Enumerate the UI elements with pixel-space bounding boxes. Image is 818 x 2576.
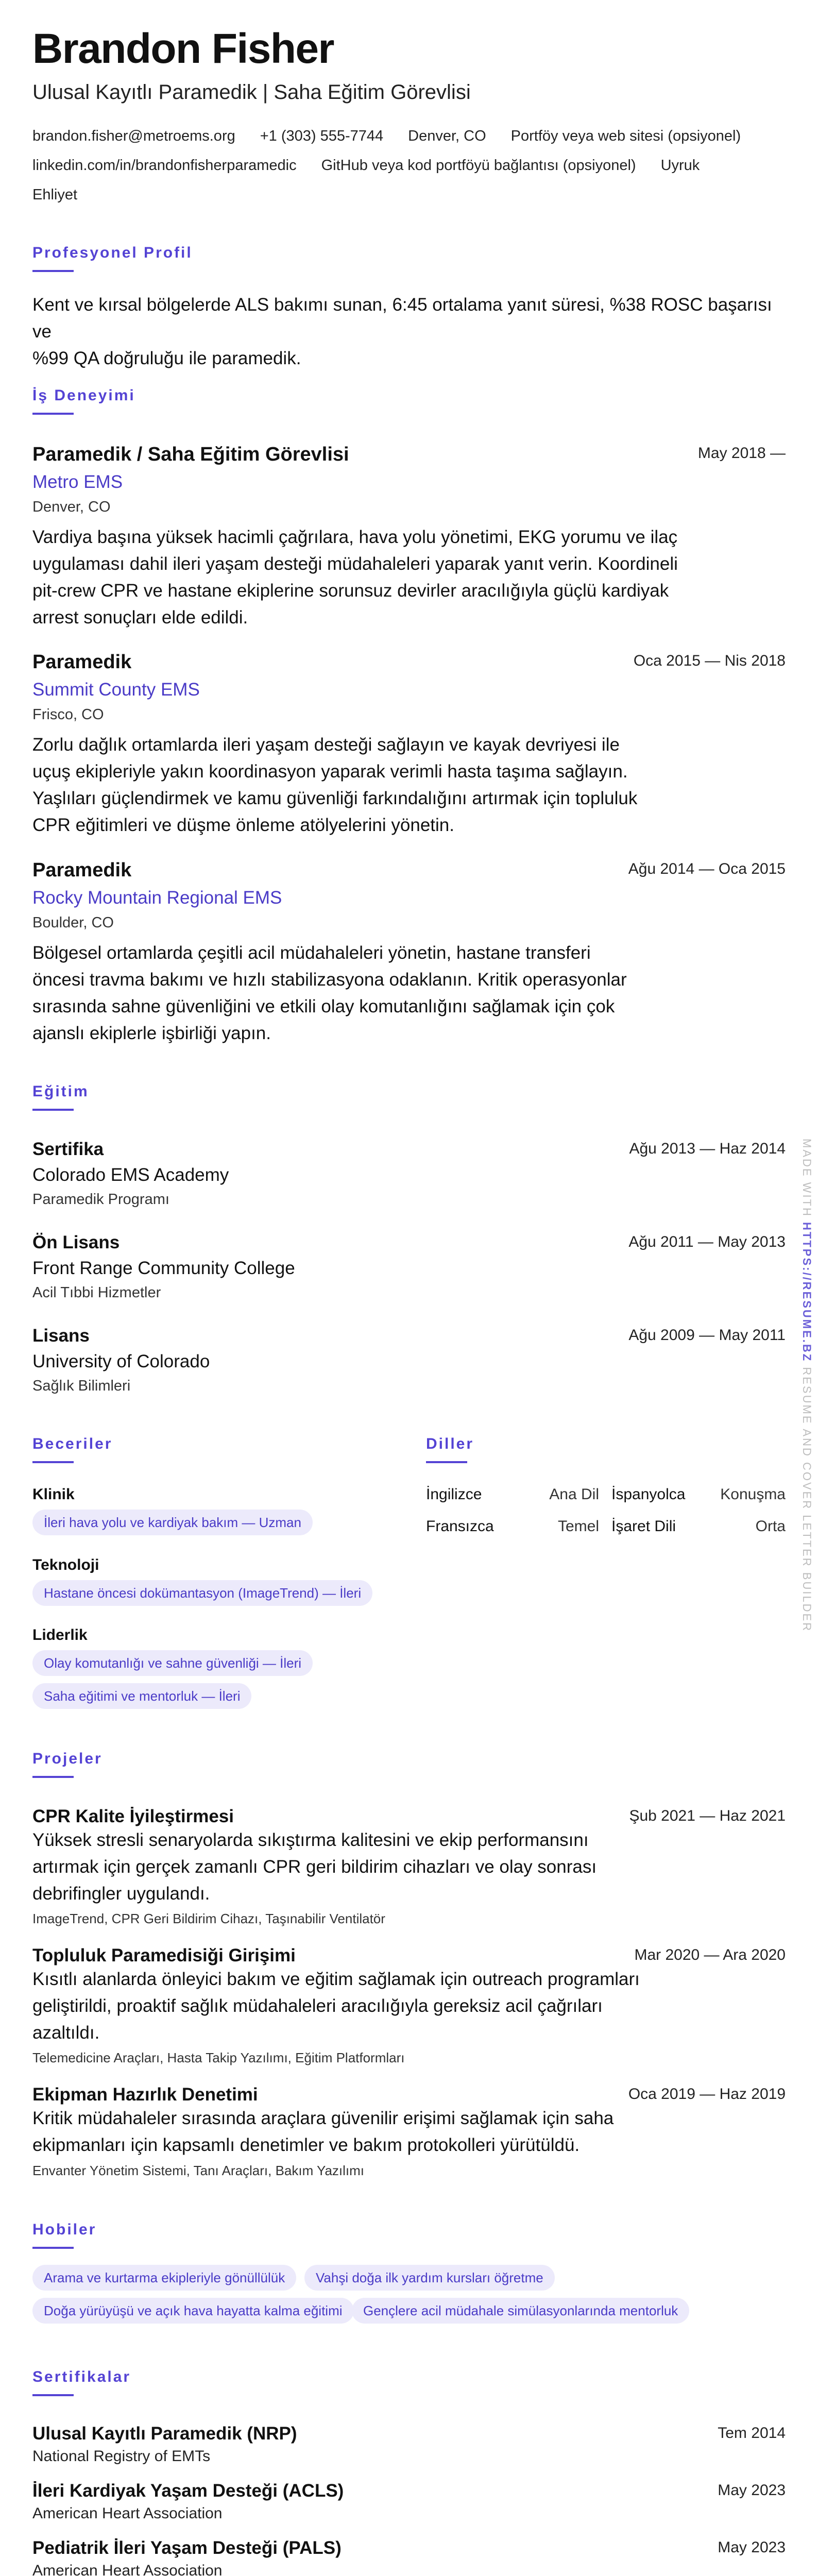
experience-role: Paramedik [32,859,132,881]
project-name: Ekipman Hazırlık Denetimi [32,2084,258,2105]
description-line: sırasında sahne güvenliğini ve etkili olay komutanlığını sağlamak için çok [32,996,615,1016]
experience-company: Rocky Mountain Regional EMS [32,888,282,908]
candidate-name: Brandon Fisher [32,25,334,72]
certification-name: Pediatrik İleri Yaşam Desteği (PALS) [32,2538,342,2558]
hobby-chip: Gençlere acil müdahale simülasyonlarında mentorluk [352,2298,689,2324]
experience-date: May 2018 — [697,445,786,462]
description-line: Yüksek stresli senaryolarda sıkıştırma kalitesini ve ekip performansını [32,1830,589,1850]
skill-category: Teknoloji [32,1556,99,1573]
education-school: Colorado EMS Academy [32,1165,229,1185]
skill-category: Liderlik [32,1626,88,1643]
certifications-section-title: Sertifikalar [32,2368,131,2385]
hobbies-section-title: Hobiler [32,2221,97,2238]
language-name: İşaret Dili [611,1518,676,1535]
certification-date: May 2023 [718,2539,786,2556]
experience-date: Oca 2015 — Nis 2018 [633,652,786,669]
description-line: öncesi travma bakımı ve hızlı stabilizasyona odaklanın. Kritik operasyonlar [32,970,627,990]
builder-watermark [800,1139,817,1633]
description-line: artırmak için gerçek zamanlı CPR geri bildirim cihazları ve olay sonrası [32,1857,597,1877]
description-line: Yaşlıları güçlendirmek ve kamu güvenliği farkındalığını artırmak için topluluk [32,788,638,808]
watermark-suffix: RESUME AND COVER LETTER BUILDER [800,1367,813,1633]
education-date: Ağu 2013 — Haz 2014 [629,1140,786,1157]
project-tools: ImageTrend, CPR Geri Bildirim Cihazı, Taşınabilir Ventilatör [32,1911,385,1926]
contact-phone[interactable]: +1 (303) 555-7744 [260,128,384,144]
description-line: arrest sonuçları elde edildi. [32,607,248,628]
education-date: Ağu 2009 — May 2011 [628,1327,786,1344]
profile-line: Kent ve kırsal bölgelerde ALS bakımı sunan, 6:45 ortalama yanıt süresi, %38 ROSC başarısı ve [32,295,772,342]
skills-section-rule [32,1461,74,1463]
projects-section-rule [32,1776,74,1778]
candidate-headline: Ulusal Kayıtlı Paramedik | Saha Eğitim Görevlisi [32,81,471,104]
skill-chip: İleri hava yolu ve kardiyak bakım — Uzman [32,1510,313,1535]
languages-section-rule [426,1461,467,1463]
education-school: University of Colorado [32,1351,210,1371]
skill-chip: Saha eğitimi ve mentorluk — İleri [32,1683,251,1709]
contact-nationality: Uyruk [660,157,700,174]
experience-location: Frisco, CO [32,706,104,723]
description-line: Kısıtlı alanlarda önleyici bakım ve eğitim sağlamak için outreach programları [32,1969,640,1989]
experience-section-rule [32,413,74,415]
certification-name: Ulusal Kayıtlı Paramedik (NRP) [32,2424,297,2444]
hobby-chip: Vahşi doğa ilk yardım kursları öğretme [304,2265,555,2291]
profile-line: %99 QA doğruluğu ile paramedik. [32,348,301,368]
language-level: Ana Dil [549,1486,599,1503]
contact-email[interactable]: brandon.fisher@metroems.org [32,128,235,144]
certification-issuer: National Registry of EMTs [32,2448,211,2465]
profile-summary [32,292,786,372]
language-name: İspanyolca [611,1486,686,1503]
project-tools: Envanter Yönetim Sistemi, Tanı Araçları, Bakım Yazılımı [32,2163,365,2178]
project-date: Şub 2021 — Haz 2021 [629,1807,786,1824]
project-date: Mar 2020 — Ara 2020 [634,1946,786,1963]
watermark-link[interactable]: HTTPS://RESUME.BZ [800,1222,813,1363]
description-line: pit-crew CPR ve hastane ekiplerine sorunsuz devirler aracılığıyla güçlü kardiyak [32,581,669,601]
description-line: Vardiya başına yüksek hacimli çağrılara, hava yolu yönetimi, EKG yorumu ve ilaç [32,527,678,547]
description-line: uygulaması dahil ileri yaşam desteği müdahaleleri yaparak yanıt verin. Koordineli [32,554,678,574]
certification-issuer: American Heart Association [32,2505,223,2522]
experience-description [32,732,637,839]
skill-chip: Olay komutanlığı ve sahne güvenliği — İleri [32,1650,313,1676]
projects-section-title: Projeler [32,1750,103,1767]
education-field: Acil Tıbbi Hizmetler [32,1284,161,1301]
experience-date: Ağu 2014 — Oca 2015 [628,860,786,877]
certification-name: İleri Kardiyak Yaşam Desteği (ACLS) [32,2481,344,2501]
contact-location: Denver, CO [408,128,486,144]
language-level: Konuşma [720,1486,786,1503]
education-degree: Sertifika [32,1139,104,1159]
project-name: Topluluk Paramedisiği Girişimi [32,1945,296,1965]
description-line: CPR eğitimleri ve düşme önleme atölyelerini yönetin. [32,815,454,835]
education-date: Ağu 2011 — May 2013 [628,1233,786,1250]
description-line: Kritik müdahaleler sırasında araçlara güvenilir erişimi sağlamak için saha [32,2108,614,2128]
hobby-chip: Arama ve kurtarma ekipleriyle gönüllülük [32,2265,296,2291]
education-field: Paramedik Programı [32,1191,169,1208]
education-degree: Lisans [32,1326,90,1346]
certifications-section-rule [32,2394,74,2396]
project-tools: Telemedicine Araçları, Hasta Takip Yazılımı, Eğitim Platformları [32,2050,405,2065]
skill-chip: Hastane öncesi dokümantasyon (ImageTrend) — İleri [32,1580,372,1606]
language-name: İngilizce [426,1486,482,1503]
description-line: uçuş ekipleriyle yakın koordinasyon yaparak verimli hasta taşıma sağlayın. [32,761,628,782]
education-school: Front Range Community College [32,1258,295,1278]
description-line: Bölgesel ortamlarda çeşitli acil müdahaleleri yönetin, hastane transferi [32,943,591,963]
project-name: CPR Kalite İyileştirmesi [32,1806,234,1826]
experience-section-title: İş Deneyimi [32,387,135,404]
skills-section-title: Beceriler [32,1435,113,1452]
description-line: ajanslı ekiplerle işbirliği yapın. [32,1023,271,1043]
description-line: ekipmanları için kapsamlı denetimler ve bakım protokolleri yürütüldü. [32,2135,580,2155]
skill-category: Klinik [32,1486,75,1503]
contact-github[interactable]: GitHub veya kod portföyü bağlantısı (opsiyonel) [321,157,636,174]
experience-location: Denver, CO [32,499,111,515]
project-description [32,2105,614,2159]
experience-company: Metro EMS [32,472,123,492]
contact-license: Ehliyet [32,187,78,203]
certification-date: Tem 2014 [718,2425,786,2442]
experience-role: Paramedik [32,651,132,673]
experience-role: Paramedik / Saha Eğitim Görevlisi [32,444,349,465]
certification-issuer: American Heart Association [32,2562,223,2576]
experience-description [32,524,678,631]
contact-info [32,122,785,210]
hobbies-section-rule [32,2247,74,2249]
profile-section-title: Profesyonel Profil [32,244,193,261]
watermark-prefix: MADE WITH [800,1139,813,1217]
description-line: geliştirildi, proaktif sağlık müdahaleleri aracılığıyla gereksiz acil çağrıları [32,1996,603,2016]
education-section-title: Eğitim [32,1083,89,1100]
project-description [32,1966,640,2046]
languages-section-title: Diller [426,1435,474,1452]
project-description [32,1827,597,1907]
certification-date: May 2023 [718,2482,786,2499]
education-degree: Ön Lisans [32,1232,120,1252]
project-date: Oca 2019 — Haz 2019 [628,2086,786,2103]
profile-section-rule [32,270,74,272]
hobby-chip: Doğa yürüyüşü ve açık hava hayatta kalma eğitimi [32,2298,354,2324]
experience-company: Summit County EMS [32,680,200,700]
language-level: Temel [557,1518,599,1535]
education-field: Sağlık Bilimleri [32,1378,131,1394]
description-line: debrifingler uygulandı. [32,1884,210,1904]
language-level: Orta [755,1518,786,1535]
description-line: Zorlu dağlık ortamlarda ileri yaşam desteği sağlayın ve kayak devriyesi ile [32,735,620,755]
education-section-rule [32,1109,74,1111]
experience-location: Boulder, CO [32,914,114,931]
description-line: azaltıldı. [32,2023,100,2043]
contact-portfolio[interactable]: Portföy veya web sitesi (opsiyonel) [510,128,741,144]
contact-linkedin[interactable]: linkedin.com/in/brandonfisherparamedic [32,157,297,174]
experience-description [32,940,627,1047]
language-name: Fransızca [426,1518,494,1535]
